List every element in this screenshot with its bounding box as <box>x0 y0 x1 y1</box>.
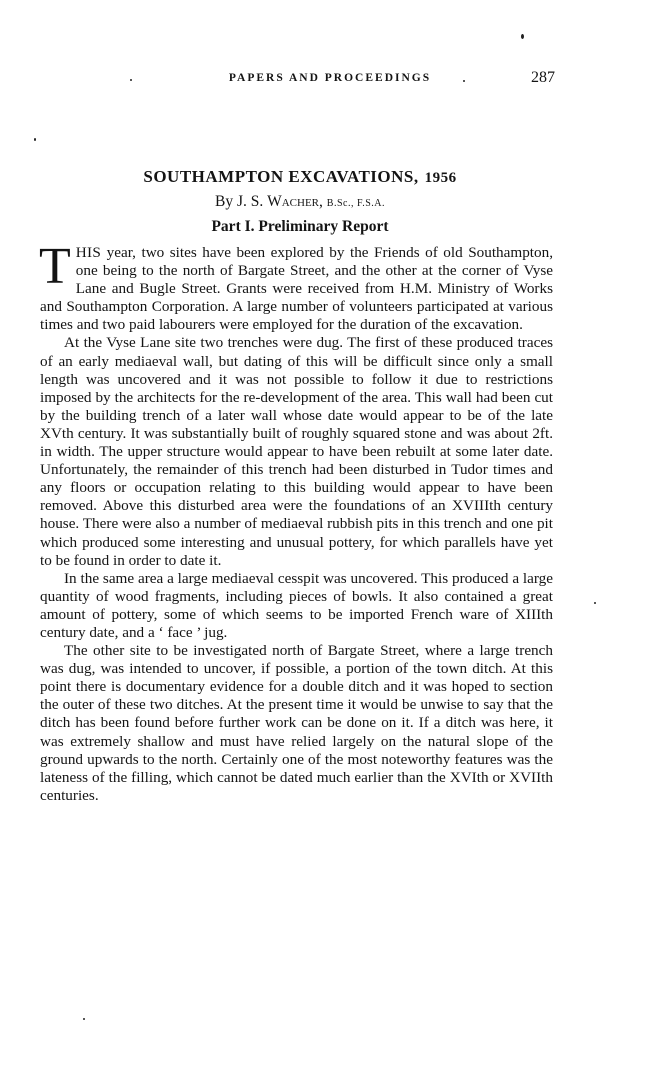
article-body <box>39 238 553 805</box>
page-number: 287 <box>531 69 555 86</box>
author-qualifications: B.Sc., F.S.A. <box>326 198 385 209</box>
byline-prefix: By J. S. <box>214 193 264 210</box>
running-head: PAPERS AND PROCEEDINGS <box>228 72 432 84</box>
drop-cap: T <box>39 238 71 295</box>
paragraph-text: year, two sites have been explored by the Friends of old Southampton, one being to the north of Bargate Street, and the other at the corner of Vyse Lane and Bugle Street. Grants were received from H.M. Ministry of Works and Southampton Corporation. A large number of volunteers participated at various times and two paid labourers were employed for the duration of the excavation. <box>40 244 553 334</box>
paragraph: In the same area a large mediaeval cesspit was uncovered. This produced a large quantity of wood fragments, including pieces of bowls. It also contained a great amount of pottery, some of which seems to be imported French ware of XIIIth century date, and a ‘ face ’ jug. <box>40 569 553 641</box>
article-title-text: SOUTHAMPTON EXCAVATIONS, <box>143 167 419 186</box>
print-speck <box>34 138 36 141</box>
paragraph: The other site to be investigated north of Bargate Street, where a large trench was dug, was intended to uncover, if possible, a portion of the town ditch. At this point there is documentary evidence for a double ditch and it was hoped to section the outer of these two ditches. At the present time it would be unwise to say that the ditch has been found before further work can be done on it. If a ditch was here, it was extremely shallow and must have relied largely on the natural slope of the ground upwards to the north. Certainly one of the most noteworthy features was the lateness of the filling, which cannot be dated much earlier than the XVIth or XVIIth centuries. <box>40 642 553 804</box>
author-surname: Wacher, <box>267 193 323 210</box>
article-title <box>0 167 600 187</box>
section-heading: Part I. Preliminary Report <box>211 218 389 235</box>
article-year: 1956 <box>424 170 457 186</box>
print-speck <box>521 34 524 39</box>
lead-in-caps: HIS <box>75 244 102 261</box>
paragraph: At the Vyse Lane site two trenches were dug. The first of these produced traces of an early mediaeval wall, but dating of this will be difficult since only a small length was uncovered and it was not possible to follow it due to restrictions imposed by the architects for the re-development of the area. This wall had been cut by the building trench of a later wall whose date would appear to be of the late XVth century. It was substantially built of roughly squared stone and was about 2ft. in width. The upper structure would appear to have been rebuilt at some later date. Unfortunately, the remainder of this trench had been disturbed in Tudor times and any floors or occupation relating to this building would appear to have been removed. Above this disturbed area were the foundations of an XVIIIth century house. There were also a number of mediaeval rubbish pits in this trench and one pit which produced some interesting and unusual pottery, for which parallels have yet to be found in order to date it. <box>40 334 553 569</box>
page-header <box>40 69 560 86</box>
print-speck <box>594 602 596 604</box>
byline <box>0 193 600 211</box>
print-speck <box>83 1018 85 1020</box>
paragraph <box>39 238 553 334</box>
